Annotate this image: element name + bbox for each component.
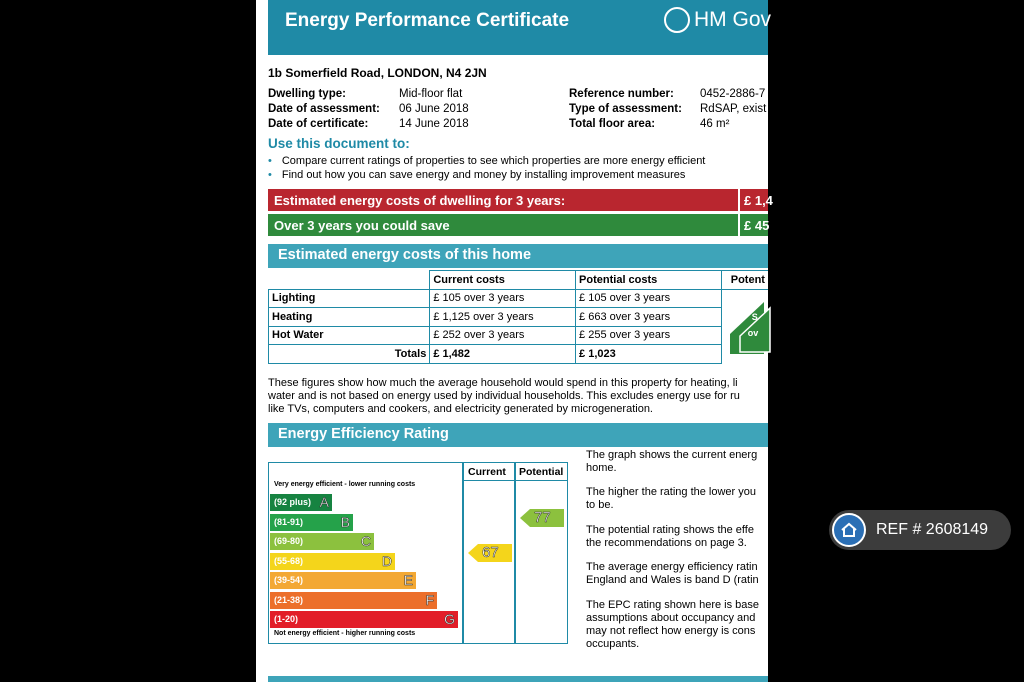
savings-bar: [268, 214, 768, 236]
table-row: [269, 326, 769, 345]
arrow-text: S: [751, 311, 758, 322]
use-document-heading: Use this document to:: [268, 136, 410, 151]
bottom-note: Not energy efficient - higher running costs: [274, 630, 416, 637]
efficiency-section-title: Energy Efficiency Rating: [278, 426, 449, 442]
explanation-line: The EPC rating shown here is base: [586, 599, 760, 611]
dwelling-type-label: Dwelling type:: [268, 88, 346, 100]
estimated-cost-bar: [268, 189, 773, 211]
row-label: Heating: [269, 308, 430, 327]
savings-arrow-icon: [730, 294, 776, 354]
certificate-header: [268, 0, 772, 55]
table-header-cell: [269, 271, 430, 290]
explanation-line: The average energy efficiency ratin: [586, 561, 758, 573]
band-range: (39-54): [274, 575, 304, 585]
table-row: [269, 308, 769, 327]
potential-cost-cell: £ 255 over 3 years: [576, 326, 722, 345]
costs-section-header: [268, 244, 768, 268]
reference-number-label: Reference number:: [569, 88, 674, 100]
explanation-line: home.: [586, 462, 617, 474]
ref-number: REF # 2608149: [876, 521, 989, 538]
row-label: Lighting: [269, 289, 430, 308]
band-letter: E: [403, 572, 413, 588]
explanation-paragraph: [586, 486, 756, 512]
rating-band-a: [270, 494, 332, 511]
explanation-paragraph: [586, 524, 754, 550]
potential-rating-marker-value: 77: [534, 508, 551, 526]
certificate-title: Energy Performance Certificate: [285, 10, 570, 31]
certificate-date-value: 14 June 2018: [399, 118, 469, 130]
figures-note-line: like TVs, computers and cookers, and electricity generated by microgeneration.: [268, 403, 653, 415]
totals-row: [269, 345, 769, 364]
dwelling-type-value: Mid-floor flat: [399, 88, 463, 100]
row-label: Hot Water: [269, 326, 430, 345]
certificate-date-label: Date of certificate:: [268, 118, 369, 130]
next-section-edge: [268, 676, 768, 682]
current-cost-cell: £ 252 over 3 years: [430, 326, 576, 345]
current-cost-cell: £ 1,125 over 3 years: [430, 308, 576, 327]
current-column-label: Current: [468, 466, 506, 478]
current-cost-cell: £ 105 over 3 years: [430, 289, 576, 308]
band-letter: F: [425, 591, 434, 608]
explanation-line: The graph shows the current energ: [586, 449, 758, 461]
band-letter: C: [360, 533, 371, 549]
potential-cost-cell: £ 663 over 3 years: [576, 308, 722, 327]
band-range: (55-68): [274, 555, 304, 566]
home-icon: [832, 513, 866, 547]
explanation-line: to be.: [586, 499, 614, 511]
current-rating-marker-value: 67: [482, 544, 499, 561]
explanation-line: the recommendations on page 3.: [586, 537, 747, 549]
hm-gov-text: HM Gov: [694, 8, 772, 31]
band-range: (81-91): [274, 516, 304, 527]
rating-band-e: [270, 572, 416, 589]
explanation-line: The higher the rating the lower you: [586, 486, 756, 498]
use-document-bullet: • Find out how you can save energy and money by installing improvement measures: [268, 169, 705, 183]
potential-column-label: Potential: [519, 466, 564, 478]
savings-label: Over 3 years you could save: [274, 218, 450, 233]
hm-gov-logo: [664, 7, 771, 33]
explanation-line: assumptions about occupancy and: [586, 612, 756, 624]
band-range: (1-20): [274, 614, 299, 624]
use-document-bullet: • Compare current ratings of properties to see which properties are more energy efficient: [268, 155, 705, 169]
explanation-paragraph: [586, 449, 757, 475]
floor-area-label: Total floor area:: [569, 118, 656, 130]
total-current-cost: £ 1,482: [430, 345, 576, 364]
costs-section-title: Estimated energy costs of this home: [278, 247, 532, 263]
rating-band-b: [270, 514, 353, 531]
rating-band-f: [270, 592, 437, 609]
band-range: (92 plus): [274, 497, 312, 507]
table-header-cell: Potent: [721, 271, 768, 290]
assessment-date-value: 06 June 2018: [399, 103, 469, 115]
savings-value: £ 45: [738, 214, 768, 236]
band-range: (69-80): [274, 536, 304, 546]
rating-band-g: [270, 611, 458, 628]
potential-column: [514, 462, 568, 644]
floor-area-value: 46 m²: [700, 118, 730, 130]
potential-cost-cell: £ 105 over 3 years: [576, 289, 722, 308]
epc-document: [256, 0, 773, 682]
band-letter: B: [340, 513, 350, 530]
potential-arrow-cell: [721, 289, 768, 363]
assessment-type-value: RdSAP, exist: [700, 103, 767, 115]
table-header-row: [269, 271, 769, 290]
costs-table: [268, 270, 768, 364]
potential-rating-marker: [520, 509, 564, 527]
table-header-cell: Potential costs: [576, 271, 722, 290]
figures-note: [268, 377, 768, 416]
ref-badge: [829, 510, 1011, 550]
band-letter: A: [319, 494, 329, 510]
rating-band-c: [270, 533, 374, 550]
explanation-line: The potential rating shows the effe: [586, 524, 754, 536]
estimated-cost-label: Estimated energy costs of dwelling for 3 years:: [274, 193, 566, 208]
use-document-list: [268, 155, 705, 182]
explanation-line: England and Wales is band D (ratin: [586, 574, 759, 586]
current-rating-marker: [468, 544, 512, 562]
explanation-paragraph: [586, 561, 759, 587]
reference-number-value: 0452-2886-7: [700, 88, 766, 100]
rating-band-d: [270, 553, 395, 570]
crest-icon: [664, 7, 690, 33]
figures-note-line: water and is not based on energy used by individual households. This excludes energy use for ru: [268, 390, 740, 402]
table-header-cell: Current costs: [430, 271, 576, 290]
total-potential-cost: £ 1,023: [576, 345, 722, 364]
explanation-paragraph: [586, 599, 759, 651]
figures-note-line: These figures show how much the average household would spend in this property for heating, li: [268, 377, 738, 389]
header-divider: [462, 480, 568, 481]
property-address: 1b Somerfield Road, LONDON, N4 2JN: [268, 66, 487, 80]
arrow-text: ov: [747, 327, 759, 338]
totals-label: Totals: [269, 345, 430, 364]
assessment-type-label: Type of assessment:: [569, 103, 682, 115]
assessment-date-label: Date of assessment:: [268, 103, 380, 115]
estimated-cost-value: £ 1,4: [738, 189, 768, 211]
explanation-line: may not reflect how energy is cons: [586, 625, 756, 637]
band-letter: G: [444, 611, 455, 627]
efficiency-section-header: [268, 423, 768, 447]
explanation-line: occupants.: [586, 638, 640, 650]
top-note: Very energy efficient - lower running costs: [274, 481, 416, 488]
table-row: [269, 289, 769, 308]
band-range: (21-38): [274, 594, 304, 605]
band-letter: D: [381, 552, 392, 569]
